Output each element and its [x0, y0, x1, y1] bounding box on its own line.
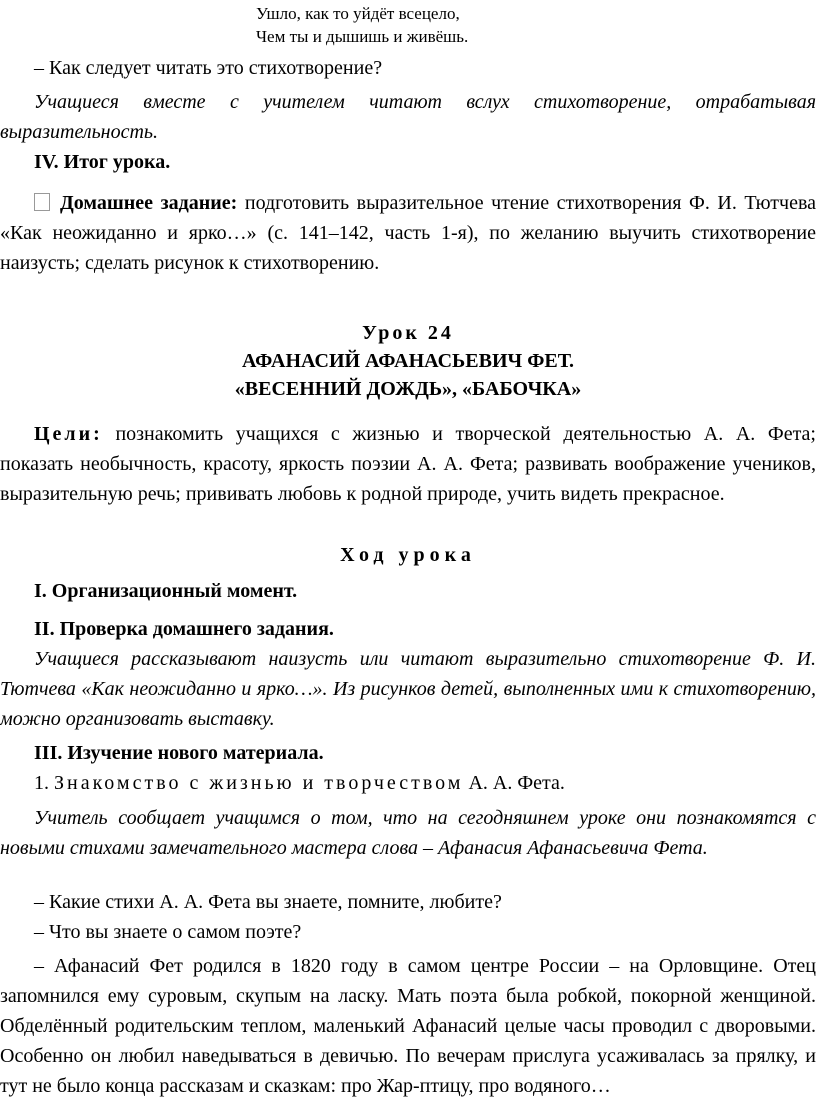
subsection-spaced-title: Знакомство с жизнью и творчеством: [54, 772, 464, 794]
section-heading-summary: IV. Итог урока.: [34, 151, 171, 173]
paragraph-students-read: Учащиеся вместе с учителем читают вслух стихотворение, отрабатывая выразительность.: [0, 91, 816, 143]
lesson-title-author: АФАНАСИЙ АФАНАСЬЕВИЧ ФЕТ.: [241, 350, 575, 372]
question-how-to-read: – Как следует читать это стихотворение?: [34, 57, 383, 79]
paragraph-teacher-intro: Учитель сообщает учащимся о том, что на сегодняшнем уроке они познакомятся с новыми стихами замечательного мастера слова – Афанасия Афанасьевича Фета.: [0, 807, 816, 859]
homework-paragraph: [0, 188, 816, 278]
lesson-number: Урок 24: [362, 322, 454, 344]
goals-paragraph: [0, 419, 816, 509]
question-about-poet: – Что вы знаете о самом поэте?: [34, 921, 302, 943]
goals-text: познакомить учащихся с жизнью и творческой деятельностью А. А. Фета; показать необычность, красоту, яркость поэзии А. А. Фета; развивать воображение учеников, выразительную речь; прививать любовь к родной природе, учить видеть прекрасное.: [0, 423, 816, 505]
subsection-heading-biography: [0, 768, 816, 798]
homework-label: Домашнее задание:: [60, 192, 238, 214]
poem-fragment: [256, 2, 468, 48]
subsection-title-rest: А. А. Фета.: [463, 772, 565, 794]
poem-line: Ушло, как то уйдёт всецело,: [256, 4, 460, 23]
subsection-number: 1.: [34, 772, 54, 794]
section-heading-new-material: III. Изучение нового материала.: [34, 742, 324, 764]
section-heading-organizational: I. Организационный момент.: [34, 580, 298, 602]
goals-label: Цели:: [34, 423, 103, 445]
placeholder-glyph-icon: [34, 193, 50, 211]
paragraph-biography: – Афанасий Фет родился в 1820 году в самом центре России – на Орловщине. Отец запомнился ему суровым, скупым на ласку. Мать поэта была робкой, покорной женщиной. Обделённый родительским теплом, маленький Афанасий целые часы проводил с дворовыми. Особенно он любил наведываться в девичью. По вечерам прислуга усаживалась за прялку, и тут не было конца рассказам и сказкам: про Жар-птицу, про водяного…: [0, 955, 816, 1097]
question-which-poems: – Какие стихи А. А. Фета вы знаете, помните, любите?: [34, 891, 502, 913]
lesson-plan-heading: Ход урока: [340, 544, 476, 566]
lesson-title-poems: «ВЕСЕННИЙ ДОЖДЬ», «БАБОЧКА»: [234, 378, 582, 400]
section-heading-homework-check: II. Проверка домашнего задания.: [34, 618, 334, 640]
paragraph-homework-check: Учащиеся рассказывают наизусть или читают выразительно стихотворение Ф. И. Тютчева «Как неожиданно и ярко…». Из рисунков детей, выполненных ими к стихотворению, можно организовать выставку.: [0, 648, 816, 730]
homework-text: подготовить выразительное чтение стихотворения Ф. И. Тютчева «Как неожиданно и ярко…» (с. 141–142, часть 1-я), по желанию выучить стихотворение наизусть; сделать рисунок к стихотворению.: [0, 192, 816, 274]
poem-line: Чем ты и дышишь и живёшь.: [256, 27, 469, 46]
